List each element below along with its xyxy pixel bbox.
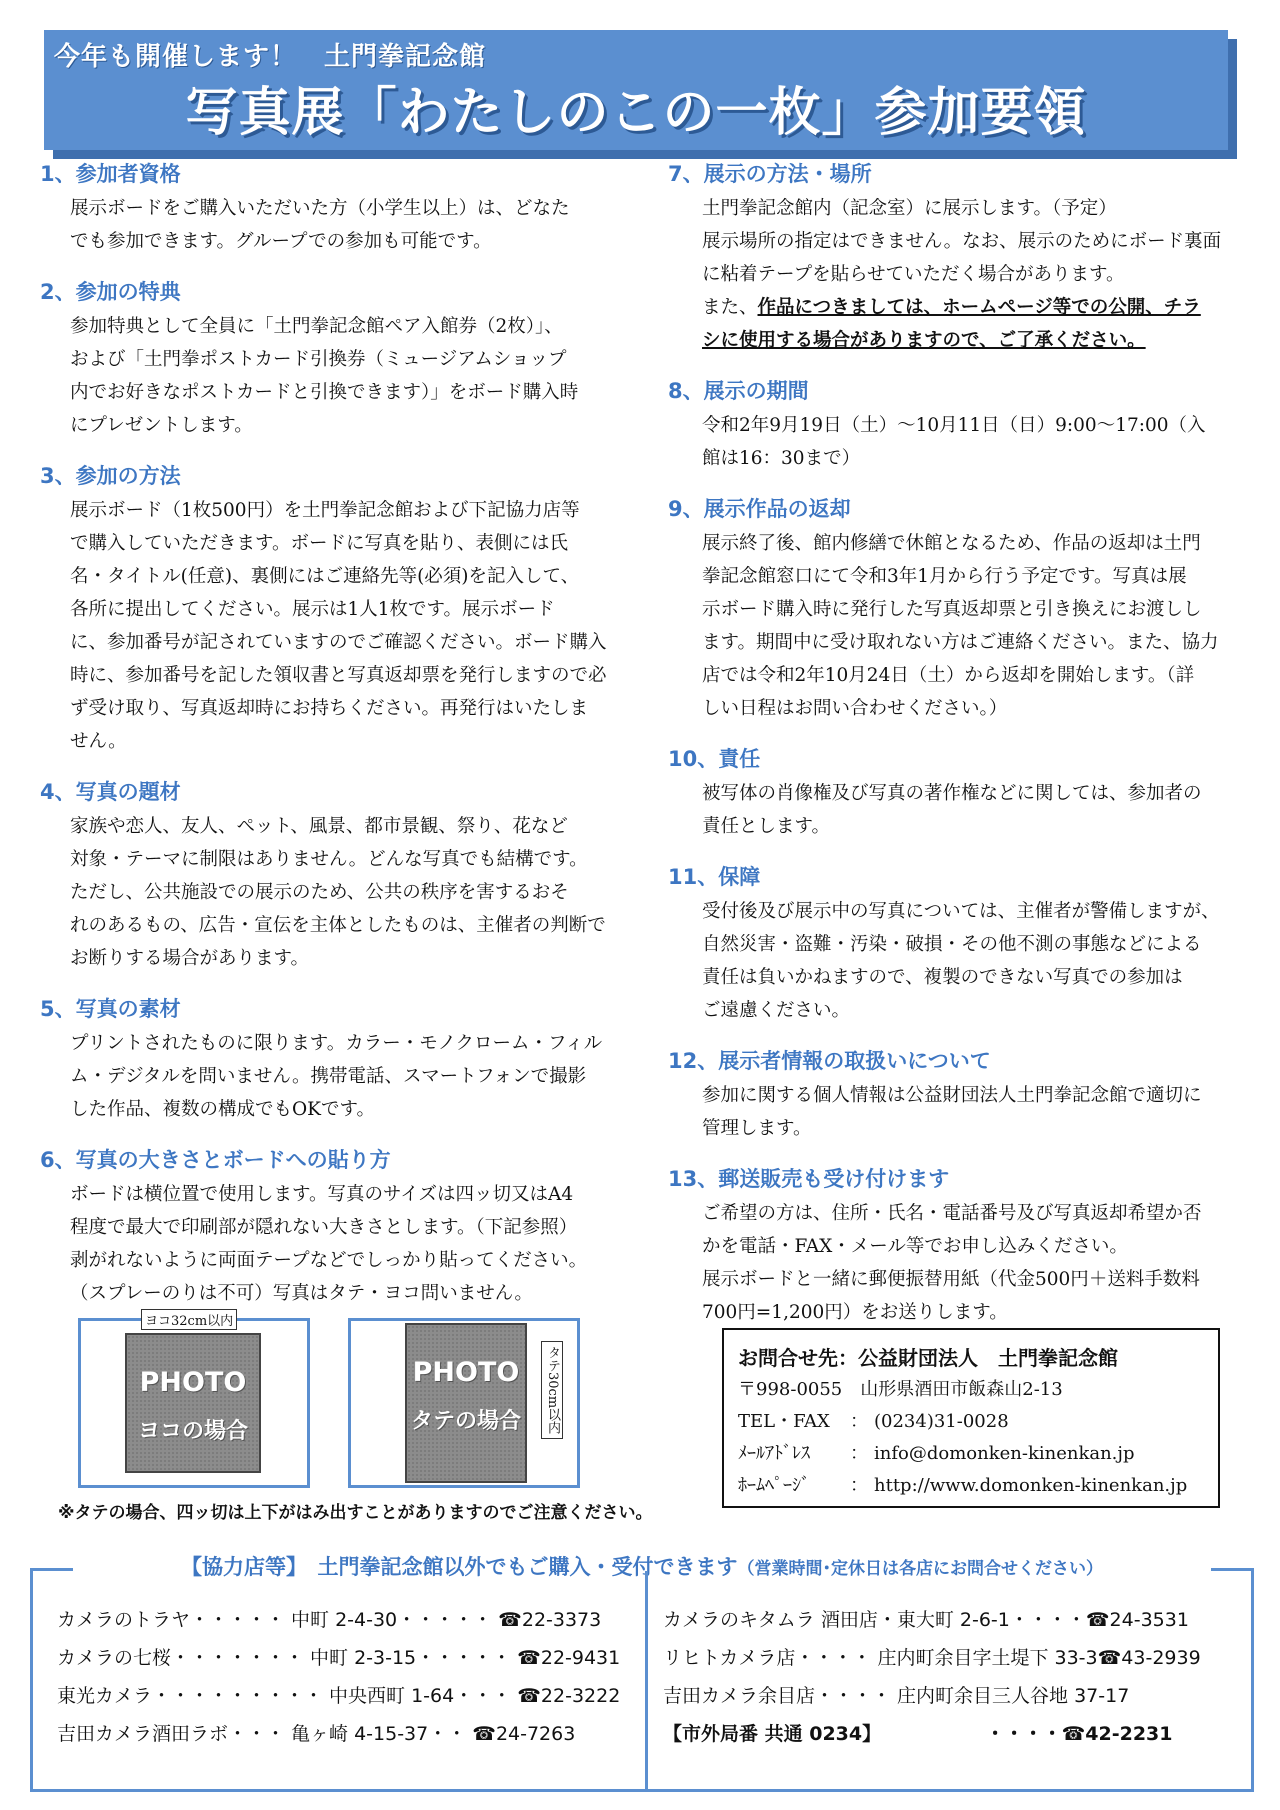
banner-subtitle: 今年も開催します！ 土門拳記念館 <box>54 42 487 72</box>
contact-key: ﾎｰﾑﾍﾟｰｼﾞ <box>738 1475 810 1496</box>
shops-header-note: （営業時間･定休日は各店にお問合せください） <box>737 1559 1103 1579</box>
section-body: 家族や恋人、友人、ペット、風景、都市景観、祭り、花など 対象・テーマに制限はありません。どんな写真でも結構です。 ただし、公共施設での展示のため、公共の秩序を害するおそ れのあるもの、広告・宣伝を主体としたものは、主催者の判断で お断りする場合があります。 <box>70 816 606 969</box>
section-title: 12、展示者情報の取扱いについて <box>668 1049 991 1073</box>
section-exhibit-place <box>668 158 1248 357</box>
section-title: 7、展示の方法・場所 <box>668 162 872 186</box>
section-body: 被写体の肖像権及び写真の著作権などに関しては、参加者の 責任とします。 <box>702 783 1202 837</box>
shop-entry: 吉田カメラ余目店・・・・ 庄内町余目三人谷地 37-17 <box>663 1685 1130 1707</box>
contact-key: TEL・FAX <box>738 1411 830 1432</box>
section-title: 9、展示作品の返却 <box>668 497 851 521</box>
section-subject <box>40 776 625 975</box>
diagram-note: ※タテの場合、四ッ切は上下がはみ出すことがありますのでご注意ください。 <box>58 1503 653 1523</box>
section-title: 2、参加の特典 <box>40 280 181 304</box>
partner-shops-header <box>73 1551 1211 1581</box>
left-column <box>40 158 625 1328</box>
section-title: 8、展示の期間 <box>668 379 809 403</box>
section-body: 参加特典として全員に「土門拳記念館ペア入館券（2枚）」、 および「土門拳ポストカード引換券（ミュージアムショップ 内でお好きなポストカードと引換できます）」をボード購入時 にプレゼントします。 <box>70 316 579 436</box>
contact-value: (0234)31-0028 <box>874 1411 1009 1432</box>
shop-entry: 東光カメラ・・・・・・・・・ 中央西町 1-64・・・ ☎22-3222 <box>57 1685 621 1707</box>
contact-box <box>722 1328 1220 1508</box>
section-title: 6、写真の大きさとボードへの貼り方 <box>40 1148 391 1172</box>
section-method <box>40 460 625 758</box>
section-period <box>668 375 1248 475</box>
contact-website-link[interactable]: http://www.domonken-kinenkan.jp <box>874 1475 1188 1496</box>
section-material <box>40 993 625 1126</box>
section-title: 3、参加の方法 <box>40 464 181 488</box>
section-title: 5、写真の素材 <box>40 997 181 1021</box>
title-banner <box>44 30 1228 150</box>
shop-list-right <box>663 1601 1201 1753</box>
section-size <box>40 1144 625 1310</box>
section-title: 11、保障 <box>668 865 761 889</box>
shops-header-text: 【協力店等】 土門拳記念館以外でもご購入・受付できます <box>181 1555 738 1579</box>
section-body: ボードは横位置で使用します。写真のサイズは四ッ切又はA4 程度で最大で印刷部が隠れない大きさとします。（下記参照） 剥がれないように両面テープなどでしっかり貼ってください。 （スプレーのりは不可）写真はタテ・ヨコ問いません。 <box>70 1184 588 1304</box>
shop-list-left <box>57 1601 620 1753</box>
section-body: プリントされたものに限ります。カラー・モノクローム・フィル ム・デジタルを問いません。携帯電話、スマートフォンで撮影 した作品、複数の構成でもOKです。 <box>70 1033 603 1120</box>
section-mail-order <box>668 1163 1248 1329</box>
section-body: 展示ボードをご購入いただいた方（小学生以上）は、どなた でも参加できます。グループでの参加も可能です。 <box>70 198 570 252</box>
contact-row-tel: TEL・FAX ： (0234)31-0028 <box>738 1406 1204 1438</box>
section-body: 受付後及び展示中の写真については、主催者が警備しますが、 自然災害・盗難・汚染・破損・その他不測の事態などによる 責任は負いかねますので、複製のできない写真での参加は ご遠慮ください。 <box>702 901 1220 1021</box>
usage-notice: 作品につきましては、ホームページ等での公開、チラ シに使用する場合がありますので、ご了承ください。 <box>702 297 1201 351</box>
shops-divider <box>645 1571 648 1789</box>
section-body: 展示ボード（1枚500円）を土門拳記念館および下記協力店等 で購入していただきます。ボードに写真を貼り、表側には氏 名・タイトル(任意)、裏側にはご連絡先等(必須)を記入して、 各所に提出してください。展示は1人1枚です。展示ボード に、参加番号が記されていますのでご確認ください。ボード購入 時に、参加番号を記した領収書と写真返却票を発行しますので必 ず受け取り、写真返却時にお持ちください。再発行はいたしま せん。 <box>70 500 607 752</box>
section-title: 13、郵送販売も受け付けます <box>668 1167 950 1191</box>
width-dimension: ヨコ32cm以内 <box>141 1309 237 1330</box>
height-dimension: タテ30cm以内 <box>541 1341 563 1439</box>
partner-shops-box <box>30 1555 1254 1792</box>
photo-orientation-label: タテの場合 <box>410 1409 521 1434</box>
contact-row-email: ﾒｰﾙｱﾄﾞﾚｽ ： info@domonken-kinenkan.jp <box>738 1438 1204 1470</box>
contact-key: ﾒｰﾙｱﾄﾞﾚｽ <box>738 1443 810 1464</box>
photo-tate <box>405 1323 527 1483</box>
contact-title: お問合せ先：公益財団法人 土門拳記念館 <box>738 1346 1118 1370</box>
contact-row-web: ﾎｰﾑﾍﾟｰｼﾞ ： http://www.domonken-kinenkan.jp <box>738 1470 1204 1502</box>
section-eligibility <box>40 158 625 258</box>
photo-yoko <box>125 1333 261 1473</box>
contact-email-link[interactable]: info@domonken-kinenkan.jp <box>874 1443 1135 1464</box>
shop-entry: カメラのトラヤ・・・・・ 中町 2-4-30・・・・・ ☎22-3373 <box>57 1609 602 1631</box>
section-privacy <box>668 1045 1248 1145</box>
shop-entry: カメラの七桜・・・・・・・ 中町 2-3-15・・・・・ ☎22-9431 <box>57 1647 621 1669</box>
right-column <box>668 158 1248 1347</box>
photo-label: PHOTO <box>412 1357 520 1388</box>
shop-entry: カメラのキタムラ 酒田店・東大町 2-6-1・・・・☎24-3531 <box>663 1609 1189 1631</box>
section-body: 土門拳記念館内（記念室）に展示します。（予定） 展示場所の指定はできません。なお、展示のためにボード裏面 に粘着テープを貼らせていただく場合があります。 <box>702 198 1222 285</box>
photo-orientation-label: ヨコの場合 <box>137 1419 248 1444</box>
section-body: 令和2年9月19日（土）～10月11日（日）9:00～17:00（入 館は16：30まで） <box>702 415 1206 469</box>
photo-label: PHOTO <box>139 1367 247 1398</box>
section-title: 10、責任 <box>668 747 761 771</box>
section-body-tail: また、 <box>702 297 758 318</box>
section-body: ご希望の方は、住所・氏名・電話番号及び写真返却希望か否 かを電話・FAX・メール等でお申し込みください。 展示ボードと一緒に郵便振替用紙（代金500円＋送料手数料 700円=1,200円）をお送りします。 <box>702 1203 1202 1323</box>
section-title: 4、写真の題材 <box>40 780 181 804</box>
board-tate-diagram <box>348 1318 580 1488</box>
shop-entry: 吉田カメラ酒田ラボ・・・ 亀ヶ崎 4-15-37・・ ☎24-7263 <box>57 1723 576 1745</box>
section-benefits <box>40 276 625 442</box>
section-body: 参加に関する個人情報は公益財団法人土門拳記念館で適切に 管理します。 <box>702 1085 1202 1139</box>
shop-entry: リヒトカメラ店・・・・ 庄内町余目字土堤下 33-3☎43-2939 <box>663 1647 1201 1669</box>
section-return <box>668 493 1248 725</box>
section-title: 1、参加者資格 <box>40 162 181 186</box>
section-responsibility <box>668 743 1248 843</box>
section-body: 展示終了後、館内修繕で休館となるため、作品の返却は土門 拳記念館窓口にて令和3年1月から行う予定です。写真は展 示ボード購入時に発行した写真返却票と引き換えにお渡しし ます。期間中に受け取れない方はご連絡ください。また、協力 店では令和2年10月24日（土）から返却を開始します。（詳 しい日程はお問い合わせください。） <box>702 533 1219 719</box>
contact-address: 〒998-0055 山形県酒田市飯森山2-13 <box>738 1379 1063 1400</box>
banner-title: 写真展「わたしのこの一枚」参加要領 <box>185 83 1087 143</box>
section-guarantee <box>668 861 1248 1027</box>
shop-entry: 【市外局番 共通 0234】 ・・・・☎42-2231 <box>663 1723 1173 1745</box>
board-yoko-diagram <box>78 1314 310 1488</box>
